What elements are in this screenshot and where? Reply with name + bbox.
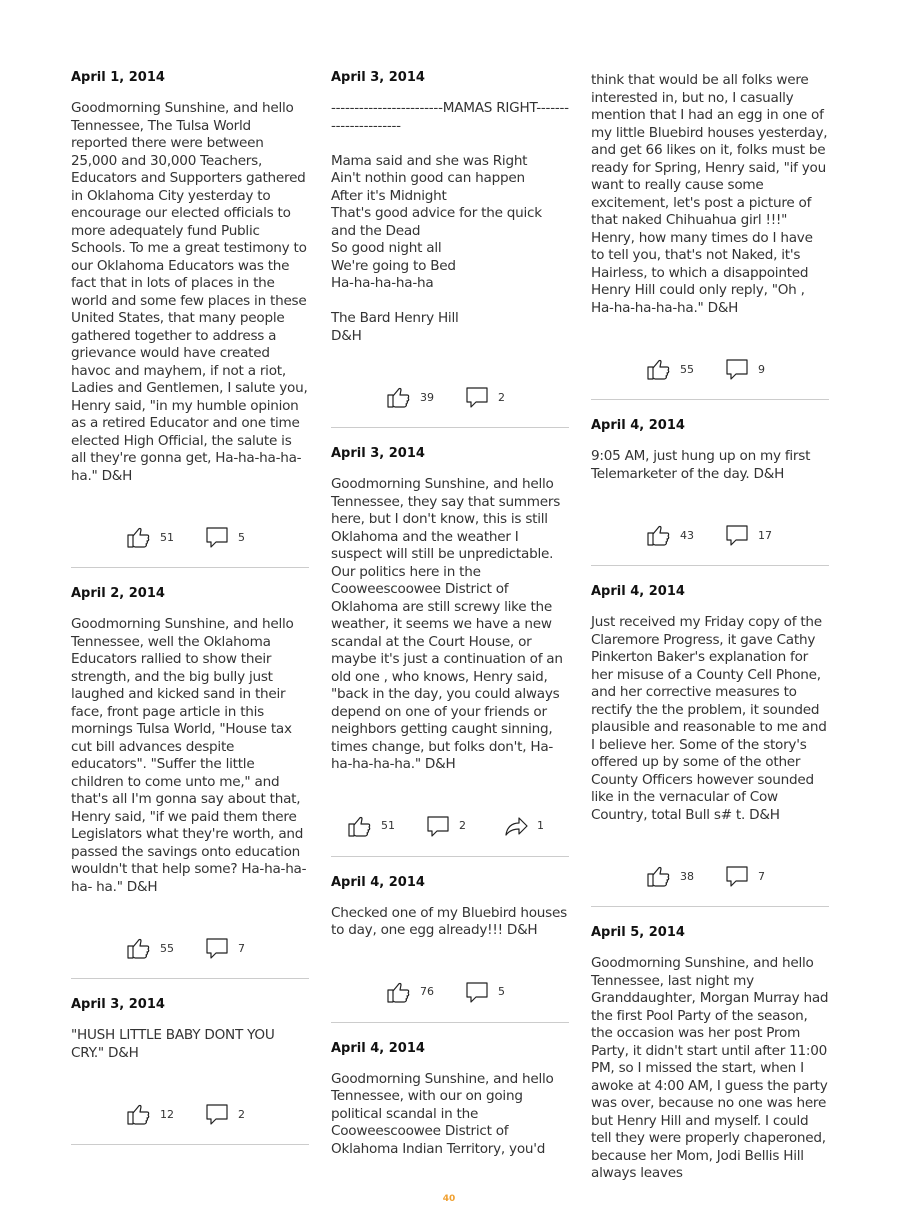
column-3 — [591, 72, 833, 1197]
like-count: 38 — [680, 869, 694, 883]
like-count: 55 — [680, 362, 694, 376]
like-button[interactable] — [347, 813, 397, 839]
like-button[interactable] — [646, 356, 696, 382]
like-button[interactable] — [126, 524, 176, 550]
like-button[interactable] — [126, 935, 176, 961]
post-text: ------------------------MAMAS RIGHT---------------------- Mama said and she was Right Ain't nothin good can happen After it's Midnight That's good advice for the quick and the Dead So good night all We're going to Bed Ha-ha-ha-ha-ha The Bard Henry Hill D&H — [331, 100, 569, 344]
post-actions — [331, 976, 569, 1008]
post — [591, 923, 833, 1197]
post — [331, 873, 569, 1023]
like-count: 43 — [680, 528, 694, 542]
like-button[interactable] — [126, 1101, 176, 1127]
like-count: 55 — [160, 941, 174, 955]
post-actions — [591, 860, 829, 892]
thumbs-up-icon — [646, 863, 672, 889]
post-text: Just received my Friday copy of the Claremore Progress, it gave Cathy Pinkerton Baker's explanation for her misuse of a County Cell Phone, and her corrective measures to rectify the the problem, it sounded plausible and reasonable to me and I believe her. Some of the story's offered up by some of the other County Officers however sounded like in the vernacular of Cow Country, total Bull s# t. D&H — [591, 614, 831, 823]
post — [71, 584, 309, 979]
like-button[interactable] — [386, 979, 436, 1005]
like-count: 39 — [420, 390, 434, 404]
comment-button[interactable] — [204, 935, 254, 961]
post — [331, 1039, 569, 1173]
post-date: April 1, 2014 — [71, 70, 165, 85]
comment-count: 2 — [498, 390, 505, 404]
thumbs-up-icon — [386, 979, 412, 1005]
comment-count: 5 — [238, 530, 245, 544]
thumbs-up-icon — [347, 813, 373, 839]
comment-button[interactable] — [724, 522, 774, 548]
post-date: April 3, 2014 — [71, 997, 165, 1012]
speech-bubble-icon — [204, 1101, 230, 1127]
share-count: 1 — [537, 819, 544, 832]
comment-count: 9 — [758, 362, 765, 376]
post-actions — [591, 519, 829, 551]
comment-count: 2 — [238, 1107, 245, 1121]
post-actions — [331, 381, 569, 413]
comment-button[interactable] — [464, 384, 514, 410]
post-date: April 3, 2014 — [331, 446, 425, 461]
comment-count: 2 — [459, 819, 466, 832]
post-actions — [71, 932, 309, 964]
like-count: 12 — [160, 1107, 174, 1121]
like-button[interactable] — [646, 863, 696, 889]
share-arrow-icon — [503, 813, 529, 839]
post-actions — [71, 521, 309, 553]
like-count: 51 — [381, 819, 395, 832]
speech-bubble-icon — [204, 524, 230, 550]
post-date: April 4, 2014 — [591, 584, 685, 599]
post-date: April 2, 2014 — [71, 586, 165, 601]
comment-button[interactable] — [464, 979, 514, 1005]
share-button[interactable] — [503, 813, 553, 839]
post-date: April 4, 2014 — [331, 874, 425, 890]
post-actions — [71, 1098, 309, 1130]
post-text: Goodmorning Sunshine, and hello Tennessee, well the Oklahoma Educators rallied to show their strength, and the big bully just laughed and kicked sand in their face, front page article in this mornings Tulsa World, "House tax cut bill advances despite educators". "Suffer the little children to come unto me," and that's all I'm gonna say about that, Henry said, "if we paid them there Legislators what they're worth, and passed the savings onto education wouldn't that help some? Ha-ha-ha- ha- ha." D&H — [71, 616, 311, 895]
post-actions — [331, 810, 569, 842]
post — [71, 995, 309, 1145]
post-date: April 3, 2014 — [331, 70, 425, 85]
post-text: 9:05 AM, just hung up on my first Telemarketer of the day. D&H — [591, 448, 815, 482]
post-text: Goodmorning Sunshine, and hello Tennessee, with our on going political scandal in the Cooweescoowee District of Oklahoma Indian Territory, you'd — [331, 1070, 558, 1157]
comment-button[interactable] — [204, 1101, 254, 1127]
post-text: Goodmorning Sunshine, and hello Tennessee, The Tulsa World reported there were between 25,000 and 30,000 Teachers, Educators and Supporters gathered in Oklahoma City yesterday to encourage our elected officials to more adequately fund Public Schools. To me a great testimony to our Oklahoma Educators was the fact that in lots of places in the world and some few places in these United States, that many people gathered together to address a grievance would have created havoc and mayhem, if not a riot, Ladies and Gentlemen, I salute you, Henry said, "in my humble opinion as a retired Educator and one time elected High Official, the salute is all they're gonna get, Ha-ha-ha-ha-ha." D&H — [71, 100, 312, 484]
post-text: Checked one of my Bluebird houses to day, one egg already!!! D&H — [331, 904, 571, 938]
post-text: Goodmorning Sunshine, and hello Tennessee, they say that summers here, but I don't know, this is still Oklahoma and the weather I suspect will still be unpredictable. Our politics here in the Cooweescoowee District of Oklahoma are still screwy like the weather, it seems we have a new scandal at the Court House, or maybe it's just a continuation of an old one , who knows, Henry said, "back in the day, you could always depend on one of your friends or neighbors getting caught sinning, times change, but folks don't, Ha-ha-ha-ha-ha." D&H — [331, 476, 567, 772]
comment-button[interactable] — [724, 356, 774, 382]
post-text: think that would be all folks were interested in, but no, I casually mention that I had an egg in one of my little Bluebird houses yesterday, and get 66 likes on it, folks must be ready for Spring, Henry said, "if you want to really cause some excitement, let's post a picture of that naked Chihuahua girl !!!" Henry, how many times do I have to tell you, that's not Naked, it's Hairless, to which a disappointed Henry Hill could only reply, "Oh , Ha-ha-ha-ha-ha." D&H — [591, 72, 832, 316]
post — [331, 444, 569, 857]
column-1 — [71, 68, 312, 1161]
like-button[interactable] — [646, 522, 696, 548]
column-2 — [331, 68, 569, 1172]
post-actions — [591, 353, 829, 385]
speech-bubble-icon — [425, 813, 451, 839]
thumbs-up-icon — [646, 356, 672, 382]
comment-count: 7 — [758, 869, 765, 883]
thumbs-up-icon — [126, 1101, 152, 1127]
post-continued — [591, 72, 832, 400]
post — [591, 582, 829, 907]
thumbs-up-icon — [646, 522, 672, 548]
thumbs-up-icon — [126, 524, 152, 550]
page-number: 40 — [442, 1194, 456, 1204]
speech-bubble-icon — [204, 935, 230, 961]
thumbs-up-icon — [386, 384, 412, 410]
speech-bubble-icon — [464, 979, 490, 1005]
speech-bubble-icon — [724, 863, 750, 889]
comment-button[interactable] — [724, 863, 774, 889]
comment-count: 5 — [498, 985, 505, 998]
post — [331, 68, 569, 428]
post — [591, 416, 829, 566]
like-button[interactable] — [386, 384, 436, 410]
post-date: April 4, 2014 — [331, 1040, 425, 1056]
comment-count: 17 — [758, 528, 772, 542]
post — [71, 68, 312, 568]
like-count: 51 — [160, 530, 174, 544]
speech-bubble-icon — [724, 356, 750, 382]
speech-bubble-icon — [464, 384, 490, 410]
like-count: 76 — [420, 985, 434, 998]
comment-count: 7 — [238, 941, 245, 955]
post-text: "HUSH LITTLE BABY DONT YOU CRY." D&H — [71, 1027, 279, 1061]
post-date: April 5, 2014 — [591, 925, 685, 940]
comment-button[interactable] — [425, 813, 475, 839]
comment-button[interactable] — [204, 524, 254, 550]
post-text: Goodmorning Sunshine, and hello Tennessee, last night my Granddaughter, Morgan Murray had the first Pool Party of the season, the occasion was her post Prom Party, it didn't start until after 11:00 PM, so I missed the start, when I awoke at 4:00 AM, I guess the party was over, because no one was here but Henry Hill and myself. I could tell they were properly chaperoned, because her Mom, Jodi Bellis Hill always leaves — [591, 955, 833, 1181]
speech-bubble-icon — [724, 522, 750, 548]
thumbs-up-icon — [126, 935, 152, 961]
post-date: April 4, 2014 — [591, 418, 685, 433]
